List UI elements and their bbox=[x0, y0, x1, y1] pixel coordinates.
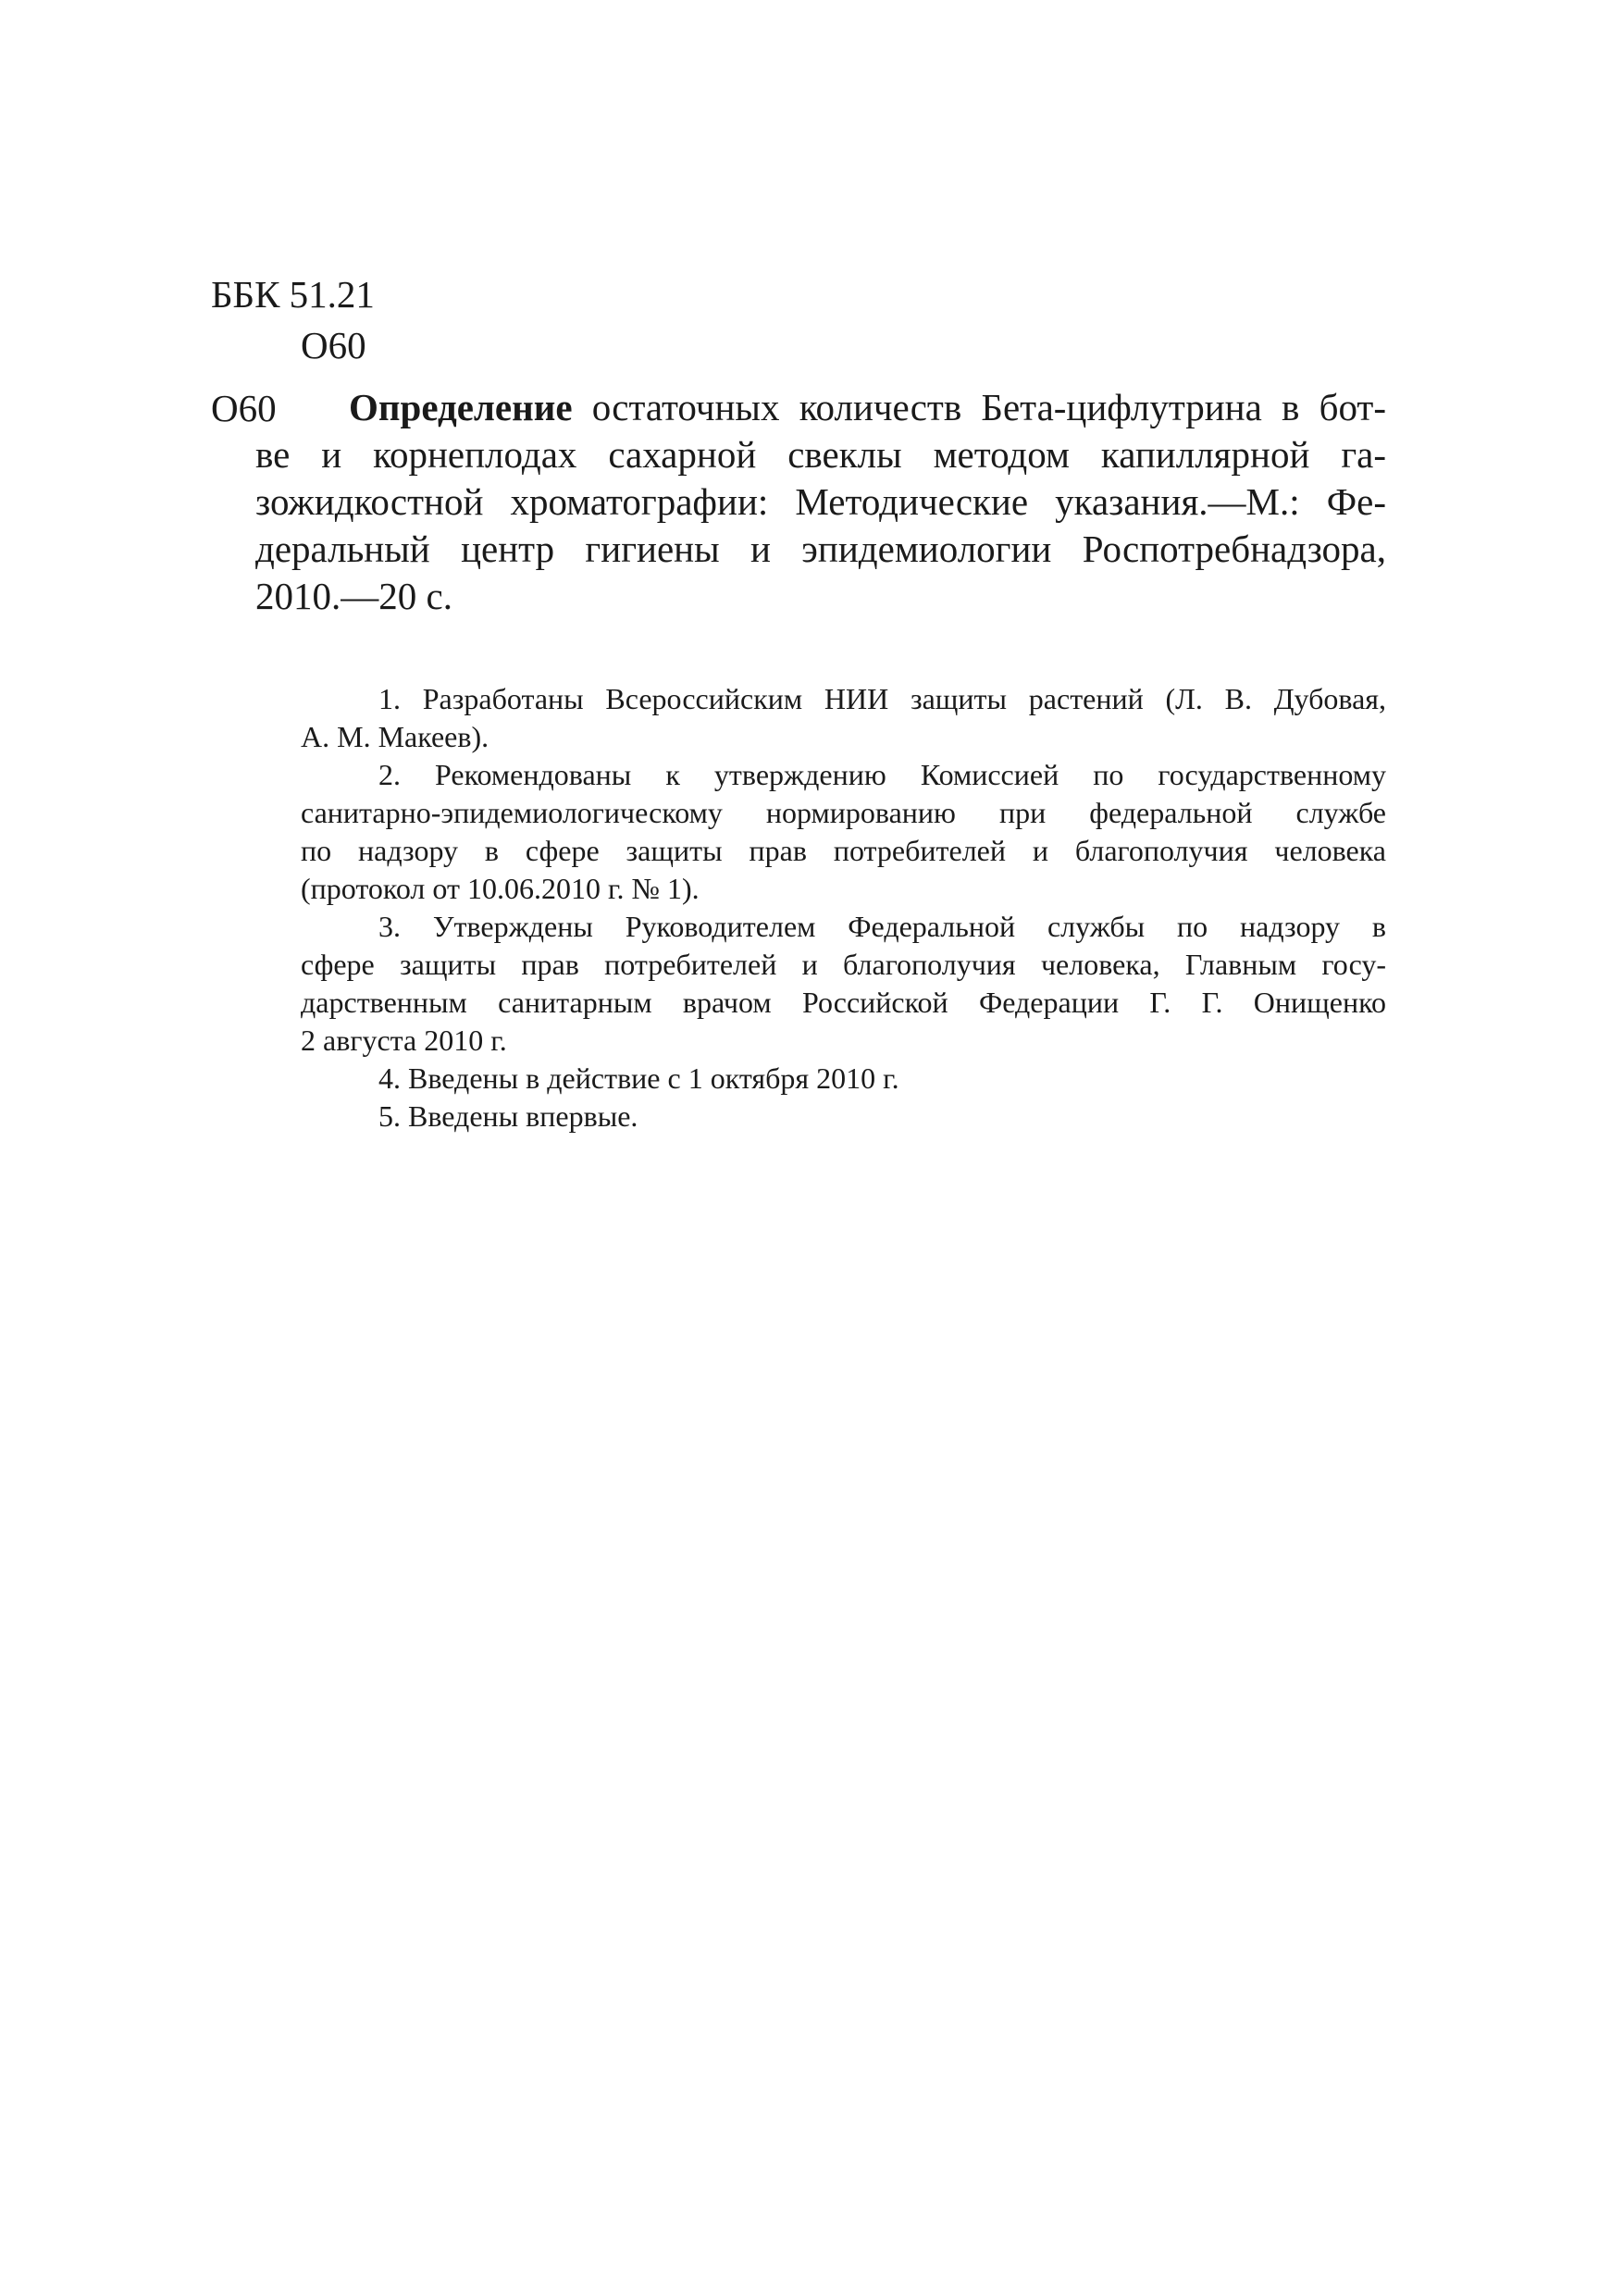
entry-line: зожидкостной хроматографии: Методические указания.—М.: Фе- bbox=[255, 480, 1386, 523]
bbk-classification-code: ББК 51.21 bbox=[211, 273, 375, 316]
entry-author-mark: О60 bbox=[211, 387, 277, 429]
note-effective-date bbox=[301, 1060, 1386, 1098]
note-recommended bbox=[301, 756, 1386, 908]
entry-title-lead: Определение bbox=[349, 386, 573, 428]
note-line: А. М. Макеев). bbox=[301, 720, 489, 753]
bbk-author-mark: О60 bbox=[301, 324, 366, 366]
note-first-introduced bbox=[301, 1098, 1386, 1136]
entry-line: деральный центр гигиены и эпидемиологии Роспотребнадзора, bbox=[255, 527, 1386, 570]
note-line: дарственным санитарным врачом Российской Федерации Г. Г. Онищенко bbox=[301, 986, 1386, 1019]
imprint-notes bbox=[301, 680, 1386, 1136]
note-line: по надзору в сфере защиты прав потребителей и благополучия человека bbox=[301, 834, 1386, 867]
entry-line: 2010.—20 с. bbox=[255, 575, 452, 617]
note-line: 2 августа 2010 г. bbox=[301, 1024, 507, 1057]
note-line: (протокол от 10.06.2010 г. № 1). bbox=[301, 872, 700, 905]
note-line: 2. Рекомендованы к утверждению Комиссией по государственному bbox=[378, 758, 1386, 791]
note-line: 4. Введены в действие с 1 октября 2010 г. bbox=[378, 1061, 899, 1095]
note-developed-by bbox=[301, 680, 1386, 756]
bibliographic-entry bbox=[255, 384, 1386, 620]
entry-line bbox=[255, 384, 1386, 431]
note-line: санитарно-эпидемиологическому нормированию при федеральной службе bbox=[301, 796, 1386, 829]
note-line: 3. Утверждены Руководителем Федеральной службы по надзору в bbox=[378, 910, 1386, 943]
note-line: 5. Введены впервые. bbox=[378, 1099, 638, 1133]
entry-title-rest: остаточных количеств Бета-цифлутрина в бот- bbox=[572, 386, 1386, 428]
note-line: сфере защиты прав потребителей и благополучия человека, Главным госу- bbox=[301, 948, 1386, 981]
entry-line: ве и корнеплодах сахарной свеклы методом капиллярной га- bbox=[255, 433, 1386, 476]
note-line: 1. Разработаны Всероссийским НИИ защиты растений (Л. В. Дубовая, bbox=[378, 682, 1386, 715]
note-approved bbox=[301, 908, 1386, 1060]
